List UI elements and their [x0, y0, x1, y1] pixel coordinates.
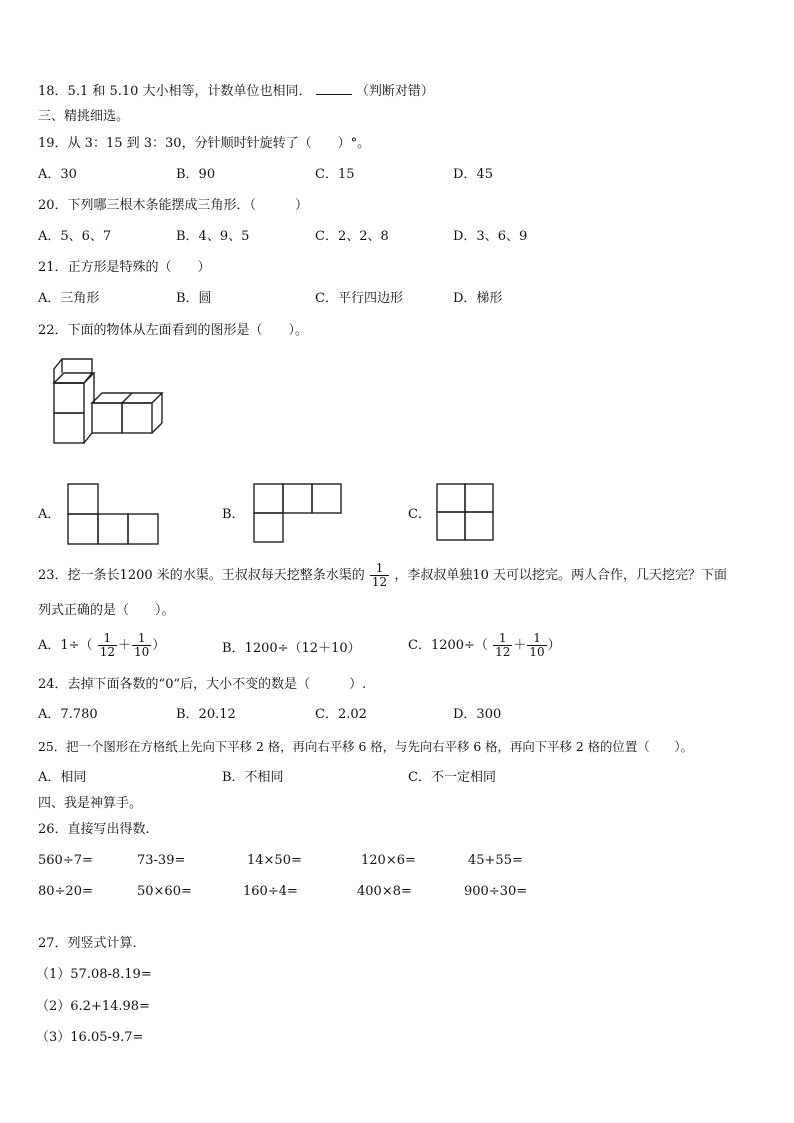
- q27-item-1[interactable]: （1）57.08-8.19=: [36, 967, 152, 982]
- question-27-stem: 27．列竖式计算.: [38, 936, 137, 951]
- calc-item[interactable]: 900÷30=: [464, 884, 528, 899]
- fraction: [132, 632, 151, 659]
- q19-option-d[interactable]: D．45: [453, 167, 493, 182]
- calc-item[interactable]: 160÷4=: [243, 884, 298, 899]
- calc-item[interactable]: 80÷20=: [38, 884, 93, 899]
- q22-option-a[interactable]: A．: [38, 507, 61, 522]
- q21-option-d[interactable]: D．梯形: [453, 291, 503, 306]
- answer-blank[interactable]: [316, 82, 352, 95]
- fraction-numerator: 1: [132, 632, 151, 646]
- question-26-stem: 26．直接写出得数.: [38, 822, 150, 837]
- q23-c-suffix: ）: [547, 638, 561, 653]
- q19-option-c[interactable]: C．15: [315, 167, 355, 182]
- q22-option-c[interactable]: C．: [408, 507, 431, 522]
- q23-a-suffix: ）: [152, 638, 166, 653]
- fraction-one-twelfth: [370, 562, 389, 589]
- q20-option-b[interactable]: B．4、9、5: [176, 229, 250, 244]
- fraction-denominator: 10: [134, 645, 150, 659]
- q27-item-3[interactable]: （3）16.05-9.7=: [36, 1030, 144, 1045]
- q23-option-a[interactable]: [38, 632, 165, 659]
- fraction-denominator: 10: [529, 645, 545, 659]
- question-25-stem: 25．把一个图形在方格纸上先向下平移 2 格，再向右平移 6 格，与先向右平移 6 格，再向下平移 2 格的位置（ ）。: [38, 739, 693, 754]
- q23-a-prefix: A．1÷（: [38, 638, 93, 653]
- q23-text-1: 23．挖一条长1200 米的水渠。王叔叔每天挖整条水渠的: [38, 568, 365, 583]
- q23-option-b[interactable]: B．1200÷（12＋10）: [222, 641, 361, 656]
- q24-option-b[interactable]: B．20.12: [176, 707, 236, 722]
- q24-option-a[interactable]: A．7.780: [38, 707, 98, 722]
- q25-option-c[interactable]: C．不一定相同: [408, 770, 496, 785]
- q25-option-b[interactable]: B．不相同: [222, 770, 284, 785]
- question-22-stem: 22．下面的物体从左面看到的图形是（ ）。: [38, 323, 309, 338]
- q21-option-a[interactable]: A．三角形: [38, 291, 100, 306]
- question-24-stem: 24．去掉下面各数的“0”后，大小不变的数是（ ）.: [38, 677, 367, 692]
- calc-item[interactable]: 14×50=: [247, 853, 302, 868]
- fraction: [98, 632, 117, 659]
- fraction-numerator: 1: [493, 632, 512, 646]
- q23-option-c[interactable]: [408, 632, 561, 659]
- calc-item[interactable]: 50×60=: [137, 884, 192, 899]
- q19-option-b[interactable]: B．90: [176, 167, 216, 182]
- question-21-stem: 21．正方形是特殊的（ ）: [38, 260, 211, 275]
- q18-suffix: （判断对错）: [355, 84, 434, 99]
- option-a-shape: [67, 483, 159, 545]
- q20-option-c[interactable]: C．2、2、8: [315, 229, 389, 244]
- q19-option-a[interactable]: A．30: [38, 167, 77, 182]
- q23-text-2: ，李叔叔单独10 天可以挖完。两人合作，几天挖完？下面: [394, 568, 728, 583]
- fraction-denominator: 12: [99, 645, 115, 659]
- plus-sign: ＋: [117, 638, 131, 653]
- question-19-stem: 19．从 3：15 到 3：30，分针顺时针旋转了（ ）°。: [38, 136, 371, 151]
- question-20-stem: 20．下列哪三根木条能摆成三角形．（ ）: [38, 198, 309, 213]
- calc-item[interactable]: 560÷7=: [38, 853, 93, 868]
- q24-option-d[interactable]: D．300: [453, 707, 502, 722]
- fraction-numerator: 1: [527, 632, 546, 646]
- fraction-numerator: 1: [98, 632, 117, 646]
- q18-text: 18．5.1 和 5.10 大小相等，计数单位也相同．: [38, 84, 312, 99]
- calc-item[interactable]: 45+55=: [468, 853, 523, 868]
- calc-item[interactable]: 400×8=: [357, 884, 412, 899]
- question-23-line2: 列式正确的是（ ）。: [38, 603, 175, 618]
- q20-option-d[interactable]: D．3、6、9: [453, 229, 528, 244]
- fraction-numerator: 1: [370, 562, 389, 576]
- calc-item[interactable]: 73-39=: [137, 853, 186, 868]
- q20-option-a[interactable]: A．5、6、7: [38, 229, 112, 244]
- q22-option-b[interactable]: B．: [222, 507, 245, 522]
- option-c-shape: [436, 483, 496, 543]
- fraction-denominator: 12: [371, 575, 388, 589]
- q24-option-c[interactable]: C．2.02: [315, 707, 367, 722]
- fraction: [527, 632, 546, 659]
- question-18: [38, 82, 434, 101]
- calc-item[interactable]: 120×6=: [361, 853, 416, 868]
- q25-option-a[interactable]: A．相同: [38, 770, 87, 785]
- plus-sign: ＋: [513, 638, 527, 653]
- q21-option-c[interactable]: C．平行四边形: [315, 291, 403, 306]
- fraction: [493, 632, 512, 659]
- section-4-heading: 四、我是神算手。: [38, 796, 143, 811]
- option-b-shape: [253, 483, 343, 543]
- question-23-line1: [38, 562, 727, 589]
- q23-c-prefix: C．1200÷（: [408, 638, 488, 653]
- section-3-heading: 三、精挑细选。: [38, 109, 130, 124]
- cube-figure: [48, 355, 166, 450]
- q27-item-2[interactable]: （2）6.2+14.98=: [36, 999, 150, 1014]
- fraction-denominator: 12: [495, 645, 511, 659]
- q21-option-b[interactable]: B．圆: [176, 291, 212, 306]
